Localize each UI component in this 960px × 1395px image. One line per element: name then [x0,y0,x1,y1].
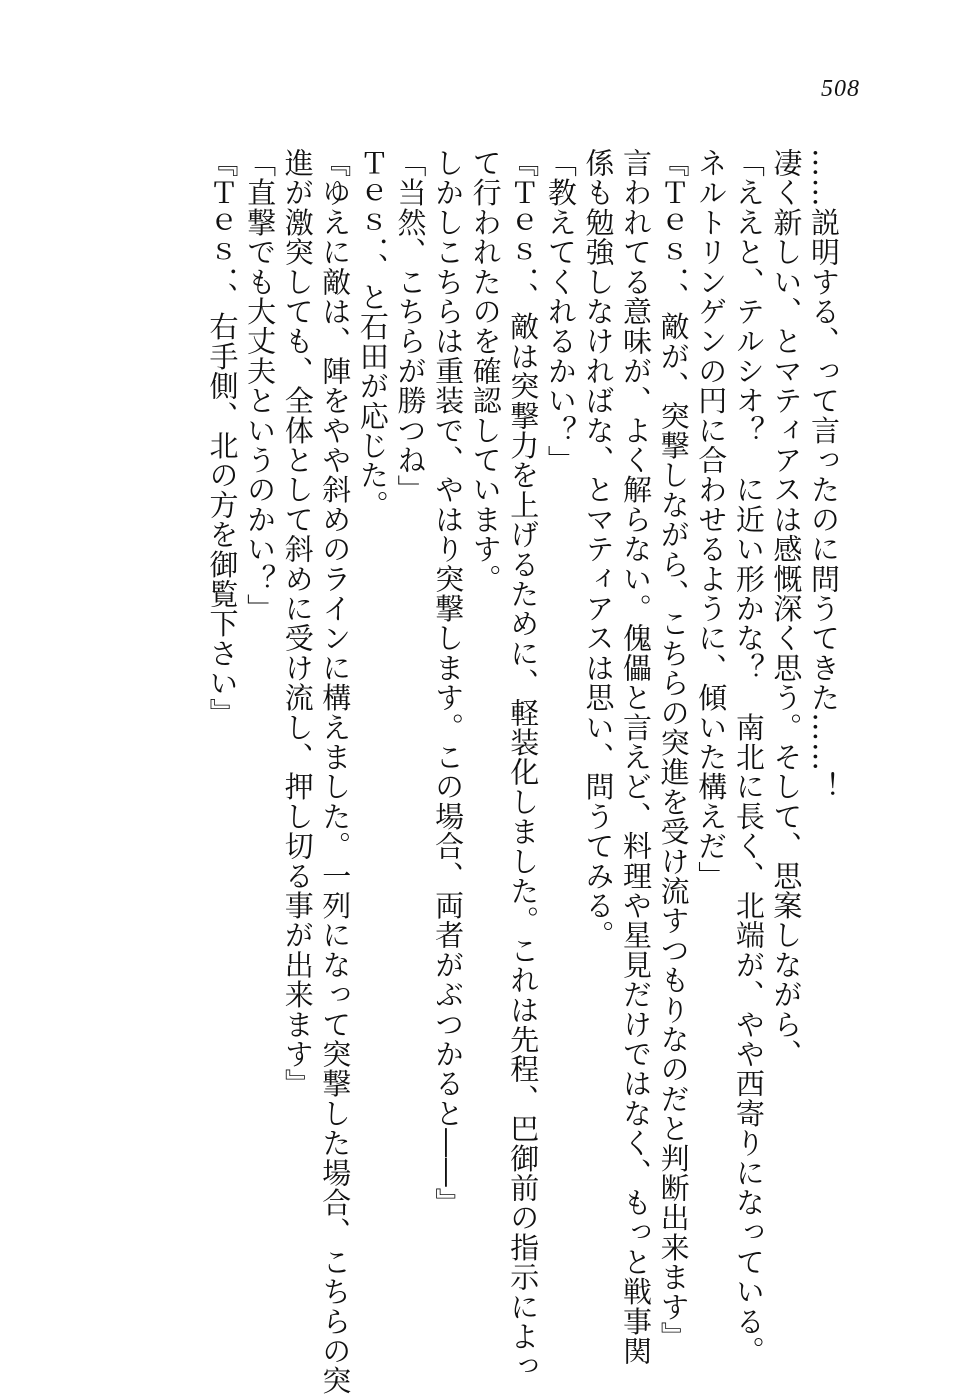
text-line: 『Ｔｅｓ．、右手側、北の方を御覧下さい』 [205,148,240,728]
text-line: 『Ｔｅｓ．、敵は突撃力を上げるために、軽装化しました。これは先程、巴御前の指示によっ [506,148,541,1381]
text-line: 「教えてくれるかい？」 [543,148,578,475]
text-line: 凄く新しい、とマティアスは感慨深く思う。そして、思案しながら、 [769,148,804,1069]
text-line: 『Ｔｅｓ．、敵が、突撃しながら、こちらの突進を受け流すつもりなのだと判断出来ます』 [656,148,691,1352]
text-line: Ｔｅｓ．、と石田が応じた。 [355,148,390,520]
text-line: 係も勉強しなければな、とマティアスは思い、問うてみる。 [581,148,616,950]
text-line: 進が激突しても、全体として斜めに受け流し、押し切る事が出来ます』 [280,148,315,1099]
text-line: ネルトリンゲンの円に合わせるように、傾いた構えだ」 [694,148,729,891]
text-line: 「当然、こちらが勝つね」 [393,148,428,505]
text-line: 「ええと、テルシオ？ に近い形かな？ 南北に長く、北端が、やや西寄りになっている。 [731,148,766,1366]
text-line: 『ゆえに敵は、陣をやや斜めのラインに構えました。一列になって突撃した場合、こちらの突 [318,148,353,1395]
text-line: て行われたのを確認しています。 [468,148,503,594]
text-line: ……説明する、って言ったのに問うてきた……！ [807,148,841,802]
text-line: 言われてる意味が、よく解らない。傀儡と言えど、料理や星見だけではなく、もっと戦事関 [619,148,654,1366]
text-line: 「直撃でも大丈夫というのかい？」 [243,148,278,624]
page-number: 508 [821,76,860,102]
text-line: しかしこちらは重装で、やはり突撃します。この場合、両者がぶつかると――』 [431,148,466,1218]
novel-text-body [203,148,842,1395]
